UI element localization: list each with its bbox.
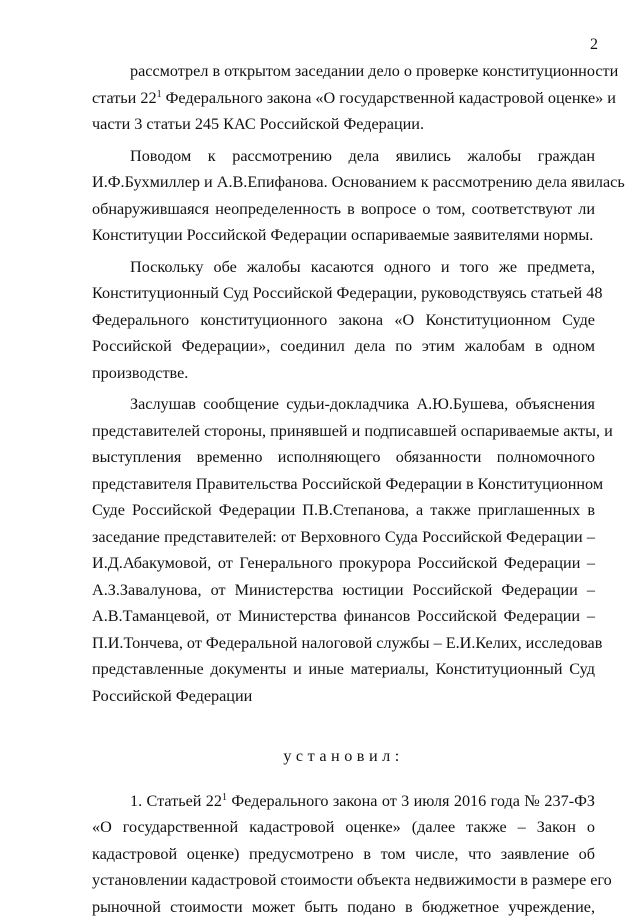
line-text: рассмотрел в открытом заседании дело о проверке конституционности: [130, 62, 618, 80]
text-line: [92, 58, 595, 85]
line-text: Российской Федерации: [92, 687, 252, 705]
paragraph: [92, 391, 595, 709]
text-line: [92, 656, 595, 683]
text-line: [92, 788, 595, 815]
line-text: Суде Российской Федерации П.В.Степанова, а также приглашенных в: [92, 501, 595, 519]
text-line: [92, 524, 595, 551]
text-line: [92, 444, 595, 471]
line-text: заседание представителей: от Верховного Суда Российской Федерации –: [92, 528, 595, 546]
line-text: представителей стороны, принявшей и подписавшей оспариваемые акты, и: [92, 422, 613, 440]
line-text: Федерального конституционного закона «О Конституционном Суде: [92, 311, 595, 329]
line-text: установлении кадастровой стоимости объекта недвижимости в размере его: [92, 871, 612, 889]
line-text: Поводом к рассмотрению дела явились жалобы граждан: [130, 147, 595, 165]
line-text: обнаружившаяся неопределенность в вопросе о том, соответствуют ли: [92, 200, 595, 218]
section-heading: установил:: [92, 743, 595, 770]
line-text-continued: Федерального закона от 3 июля 2016 года № 237-ФЗ: [227, 792, 595, 810]
line-text: рыночной стоимости может быть подано в бюджетное учреждение,: [92, 898, 595, 916]
line-text: П.И.Тончева, от Федеральной налоговой службы – Е.И.Келих, исследовав: [92, 634, 602, 652]
text-line: [92, 111, 595, 138]
line-text: Конституционный Суд Российской Федерации, руководствуясь статьей 48: [92, 284, 602, 302]
text-line: [92, 814, 595, 841]
superscript: 1: [157, 89, 162, 100]
text-line: [92, 360, 595, 387]
page-number: 2: [590, 36, 598, 54]
text-line: [92, 280, 595, 307]
line-text: 1. Статьей 22: [130, 792, 222, 810]
paragraph: [92, 788, 595, 920]
text-line: [92, 254, 595, 281]
line-text: И.Ф.Бухмиллер и А.В.Епифанова. Основанием к рассмотрению дела явилась: [92, 173, 625, 191]
text-line: [92, 550, 595, 577]
text-line: [92, 683, 595, 710]
line-text: кадастровой оценке) предусмотрено в том числе, что заявление об: [92, 845, 595, 863]
line-text: производстве.: [92, 364, 188, 382]
text-line: [92, 577, 595, 604]
text-line: [92, 391, 595, 418]
text-line: [92, 497, 595, 524]
superscript: 1: [222, 792, 227, 803]
line-text: Российской Федерации», соединил дела по этим жалобам в одном: [92, 337, 595, 355]
text-line: [92, 307, 595, 334]
document-body: [92, 58, 595, 920]
text-line: [92, 630, 595, 657]
line-text: представленные документы и иные материалы, Конституционный Суд: [92, 660, 595, 678]
line-text: статьи 22: [92, 89, 157, 107]
line-text: Конституции Российской Федерации оспариваемые заявителями нормы.: [92, 226, 593, 244]
line-text: представителя Правительства Российской Федерации в Конституционном: [92, 475, 603, 493]
text-line: [92, 85, 595, 112]
line-text-continued: Федерального закона «О государственной кадастровой оценке» и: [162, 89, 616, 107]
text-line: [92, 894, 595, 920]
text-line: [92, 222, 595, 249]
line-text: Заслушав сообщение судьи-докладчика А.Ю.Бушева, объяснения: [130, 395, 595, 413]
text-line: [92, 603, 595, 630]
text-line: [92, 169, 595, 196]
text-line: [92, 196, 595, 223]
text-line: [92, 143, 595, 170]
paragraph: [92, 58, 595, 138]
paragraph: [92, 254, 595, 387]
line-text: А.В.Таманцевой, от Министерства финансов Российской Федерации –: [92, 607, 595, 625]
paragraph: [92, 143, 595, 249]
text-line: [92, 418, 595, 445]
line-text: выступления временно исполняющего обязанности полномочного: [92, 448, 595, 466]
line-text: А.З.Завалунова, от Министерства юстиции Российской Федерации –: [92, 581, 595, 599]
line-text: И.Д.Абакумовой, от Генерального прокурора Российской Федерации –: [92, 554, 595, 572]
text-line: [92, 867, 595, 894]
line-text: части 3 статьи 245 КАС Российской Федерации.: [92, 115, 424, 133]
text-line: [92, 333, 595, 360]
line-text: «О государственной кадастровой оценке» (далее также – Закон о: [92, 818, 595, 836]
text-line: [92, 841, 595, 868]
text-line: [92, 471, 595, 498]
line-text: Поскольку обе жалобы касаются одного и того же предмета,: [130, 258, 595, 276]
